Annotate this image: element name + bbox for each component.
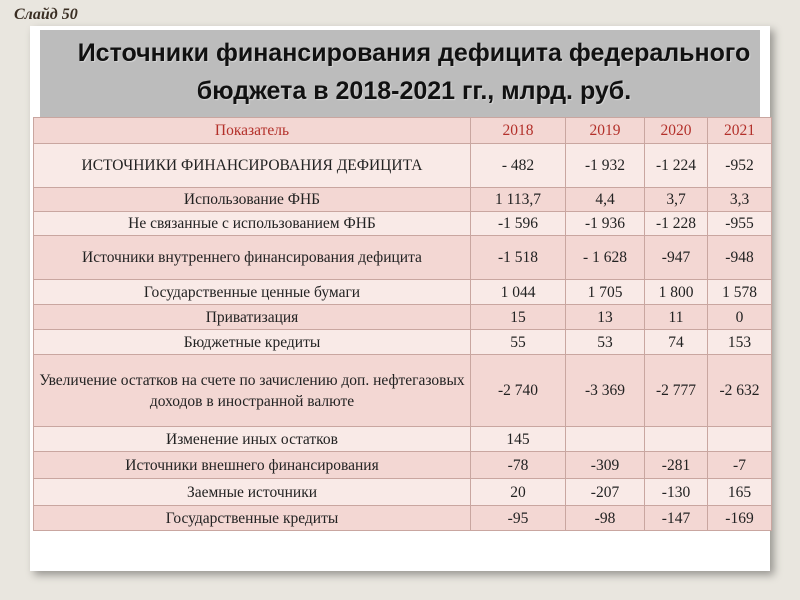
row-label: ИСТОЧНИКИ ФИНАНСИРОВАНИЯ ДЕФИЦИТА (34, 144, 471, 188)
year-value-cell: 74 (645, 330, 708, 355)
year-value-cell: 20 (471, 479, 566, 506)
table-row (34, 188, 772, 212)
year-value-cell: -7 (708, 452, 772, 479)
year-value-cell: 0 (708, 305, 772, 330)
financing-sources-table (33, 117, 772, 531)
year-value-cell: 153 (708, 330, 772, 355)
table-row (34, 280, 772, 305)
column-header: Показатель (34, 118, 471, 144)
year-value-cell: -952 (708, 144, 772, 188)
year-value-cell: 3,7 (645, 188, 708, 212)
year-value-cell: -98 (566, 506, 645, 531)
year-value-cell: 4,4 (566, 188, 645, 212)
year-value-cell (708, 427, 772, 452)
row-label: Приватизация (34, 305, 471, 330)
row-label: Изменение иных остатков (34, 427, 471, 452)
slide-title: Источники финансирования дефицита федерального бюджета в 2018-2021 гг., млрд. руб. (77, 39, 751, 105)
year-value-cell: 1 800 (645, 280, 708, 305)
table-row (34, 236, 772, 280)
year-value-cell: 1 705 (566, 280, 645, 305)
table-row (34, 427, 772, 452)
year-value-cell: -147 (645, 506, 708, 531)
year-value-cell: - 482 (471, 144, 566, 188)
year-value-cell (566, 427, 645, 452)
row-label: Не связанные с использованием ФНБ (34, 212, 471, 236)
year-value-cell: 1 578 (708, 280, 772, 305)
year-value-cell: -3 369 (566, 355, 645, 427)
column-header: 2019 (566, 118, 645, 144)
year-value-cell: 145 (471, 427, 566, 452)
year-value-cell: -309 (566, 452, 645, 479)
year-value-cell: -1 596 (471, 212, 566, 236)
table-row (34, 212, 772, 236)
table-row (34, 506, 772, 531)
year-value-cell: - 1 628 (566, 236, 645, 280)
table-row (34, 355, 772, 427)
row-label: Государственные кредиты (34, 506, 471, 531)
year-value-cell: -2 777 (645, 355, 708, 427)
year-value-cell: 3,3 (708, 188, 772, 212)
table-header-row (34, 118, 772, 144)
year-value-cell: 13 (566, 305, 645, 330)
year-value-cell: -1 224 (645, 144, 708, 188)
year-value-cell: -130 (645, 479, 708, 506)
column-header: 2021 (708, 118, 772, 144)
year-value-cell: -948 (708, 236, 772, 280)
year-value-cell: -1 932 (566, 144, 645, 188)
table-row (34, 144, 772, 188)
year-value-cell: 55 (471, 330, 566, 355)
table-row (34, 305, 772, 330)
year-value-cell: -78 (471, 452, 566, 479)
row-label: Увеличение остатков на счете по зачислению доп. нефтегазовых доходов в иностранной валюте (34, 355, 471, 427)
table-row (34, 452, 772, 479)
column-header: 2020 (645, 118, 708, 144)
row-label: Использование ФНБ (34, 188, 471, 212)
year-value-cell: -1 936 (566, 212, 645, 236)
year-value-cell: -207 (566, 479, 645, 506)
row-label: Бюджетные кредиты (34, 330, 471, 355)
year-value-cell: 11 (645, 305, 708, 330)
year-value-cell: -2 632 (708, 355, 772, 427)
year-value-cell: -1 228 (645, 212, 708, 236)
row-label: Источники внутреннего финансирования дефицита (34, 236, 471, 280)
slide-number-label: Слайд 50 (14, 6, 78, 23)
row-label: Государственные ценные бумаги (34, 280, 471, 305)
year-value-cell: -2 740 (471, 355, 566, 427)
year-value-cell: 53 (566, 330, 645, 355)
year-value-cell: 1 044 (471, 280, 566, 305)
year-value-cell: 165 (708, 479, 772, 506)
row-label: Заемные источники (34, 479, 471, 506)
row-label: Источники внешнего финансирования (34, 452, 471, 479)
table-row (34, 330, 772, 355)
year-value-cell: -281 (645, 452, 708, 479)
year-value-cell: -1 518 (471, 236, 566, 280)
year-value-cell: -169 (708, 506, 772, 531)
year-value-cell: -95 (471, 506, 566, 531)
column-header: 2018 (471, 118, 566, 144)
year-value-cell: -947 (645, 236, 708, 280)
year-value-cell (645, 427, 708, 452)
year-value-cell: 15 (471, 305, 566, 330)
year-value-cell: -955 (708, 212, 772, 236)
year-value-cell: 1 113,7 (471, 188, 566, 212)
table-row (34, 479, 772, 506)
